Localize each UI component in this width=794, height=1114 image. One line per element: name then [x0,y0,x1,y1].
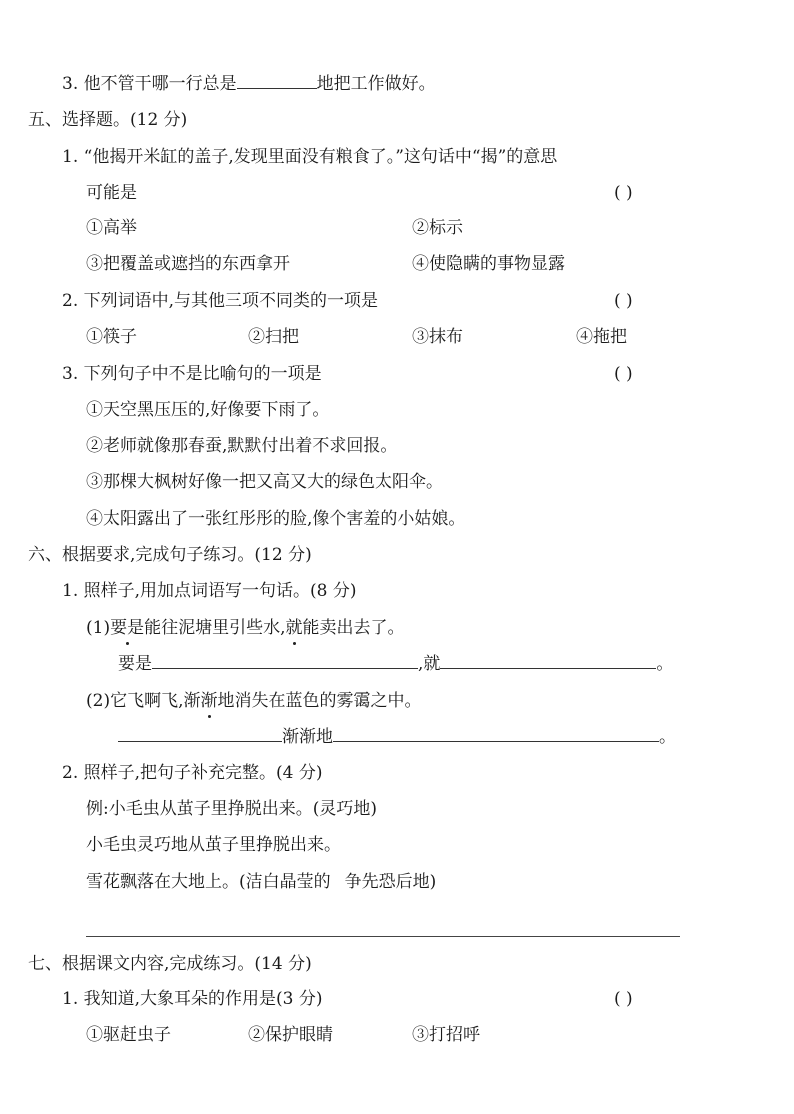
s7-q1-answer-paren[interactable]: ( ) [614,989,633,1009]
s6-q1-fill2-line [118,725,676,749]
s6-q1-ex1-end: 能卖出去了。 [302,618,405,638]
s5-q3-option-3[interactable]: ③那棵大枫树好像一把又高又大的绿色太阳伞。 [86,472,443,492]
q4-item3-suffix: 地把工作做好。 [316,74,436,94]
s6-q1-fill2-end: 。 [659,727,676,747]
s6-q1-fill1-blank-b[interactable] [440,652,656,669]
s5-q2-option-3[interactable]: ③抹布 [412,327,463,347]
s5-q2-answer-paren[interactable]: ( ) [614,291,633,311]
s5-q2-option-4[interactable]: ④拖把 [576,327,627,347]
s6-q1-fill1-blank-a[interactable] [152,652,418,669]
s6-q1-example2 [86,689,422,713]
s5-q2-option-1[interactable]: ①筷子 [86,327,137,347]
s6-q1-ex2-end: 消失在蓝色的雾霭之中。 [234,691,422,711]
s7-q1-option-1[interactable]: ①驱赶虫子 [86,1025,171,1045]
s6-q1-fill2-label: 渐渐地 [282,727,333,747]
s5-q1-option-2[interactable]: ②标示 [412,218,463,238]
s6-q2-answer-line[interactable] [86,936,680,937]
s5-q1-answer-paren[interactable]: ( ) [614,183,633,203]
s6-q1-fill1-label-a: 要是 [118,654,152,674]
s6-q1-ex1-number: (1) [86,618,111,638]
s6-q1-ex2-dotted-word: 渐渐地 [183,691,235,711]
s6-q1-fill1-line [118,652,673,676]
s6-q1-ex1-middle: 能往泥塘里引些水, [144,618,286,638]
s6-q2-task-text: 雪花飘落在大地上。(洁白晶莹的 [86,872,331,892]
s6-q1-ex2-pre: 它飞啊飞, [110,691,184,711]
s6-q1-fill2-blank-b[interactable] [333,725,659,742]
s6-q1-fill1-label-b: ,就 [418,654,441,674]
s6-q1-ex2-number: (2) [86,691,111,711]
s6-q2-task-hint2: 争先恐后地) [344,872,437,892]
q4-item3-blank[interactable] [237,72,317,89]
section6-heading: 六、根据要求,完成句子练习。(12 分) [28,545,312,565]
s6-q2-example: 例:小毛虫从茧子里挣脱出来。(灵巧地) [86,799,377,819]
q4-item3-prefix: 3. 他不管干哪一行总是 [62,74,237,94]
s5-q3-option-1[interactable]: ①天空黑压压的,好像要下雨了。 [86,400,330,420]
s5-q1-option-4[interactable]: ④使隐瞒的事物显露 [412,254,565,274]
s5-q1-stem-line1: 1. “他揭开米缸的盖子,发现里面没有粮食了。”这句话中“揭”的意思 [62,147,558,167]
s6-q1-stem: 1. 照样子,用加点词语写一句话。(8 分) [62,581,357,601]
s6-q2-example-answer: 小毛虫灵巧地从茧子里挣脱出来。 [86,835,341,855]
s5-q3-answer-paren[interactable]: ( ) [614,364,633,384]
s5-q1-option-1[interactable]: ①高举 [86,218,137,238]
s5-q3-option-4[interactable]: ④太阳露出了一张红彤彤的脸,像个害羞的小姑娘。 [86,509,466,529]
q4-item3-line [62,72,436,96]
s7-q1-stem: 1. 我知道,大象耳朵的作用是(3 分) [62,989,323,1009]
s7-q1-option-2[interactable]: ②保护眼睛 [248,1025,333,1045]
s6-q2-stem: 2. 照样子,把句子补充完整。(4 分) [62,763,323,783]
s6-q1-ex1-dotted-word-1: 要是 [110,618,145,638]
section7-heading: 七、根据课文内容,完成练习。(14 分) [28,954,312,974]
s5-q2-option-2[interactable]: ②扫把 [248,327,299,347]
s5-q3-option-2[interactable]: ②老师就像那春蚕,默默付出着不求回报。 [86,436,398,456]
section5-heading: 五、选择题。(12 分) [28,110,188,130]
s6-q1-fill1-end: 。 [656,654,674,674]
s6-q1-ex1-dotted-word-2: 就 [285,618,303,638]
s5-q1-stem-line2: 可能是 [86,183,137,203]
s5-q3-stem: 3. 下列句子中不是比喻句的一项是 [62,364,322,384]
s5-q1-option-3[interactable]: ③把覆盖或遮挡的东西拿开 [86,254,290,274]
s6-q1-fill2-blank-a[interactable] [118,725,282,742]
s7-q1-option-3[interactable]: ③打招呼 [412,1025,480,1045]
s5-q2-stem: 2. 下列词语中,与其他三项不同类的一项是 [62,291,379,311]
s6-q2-task [86,870,436,894]
s6-q1-example1 [86,616,405,640]
